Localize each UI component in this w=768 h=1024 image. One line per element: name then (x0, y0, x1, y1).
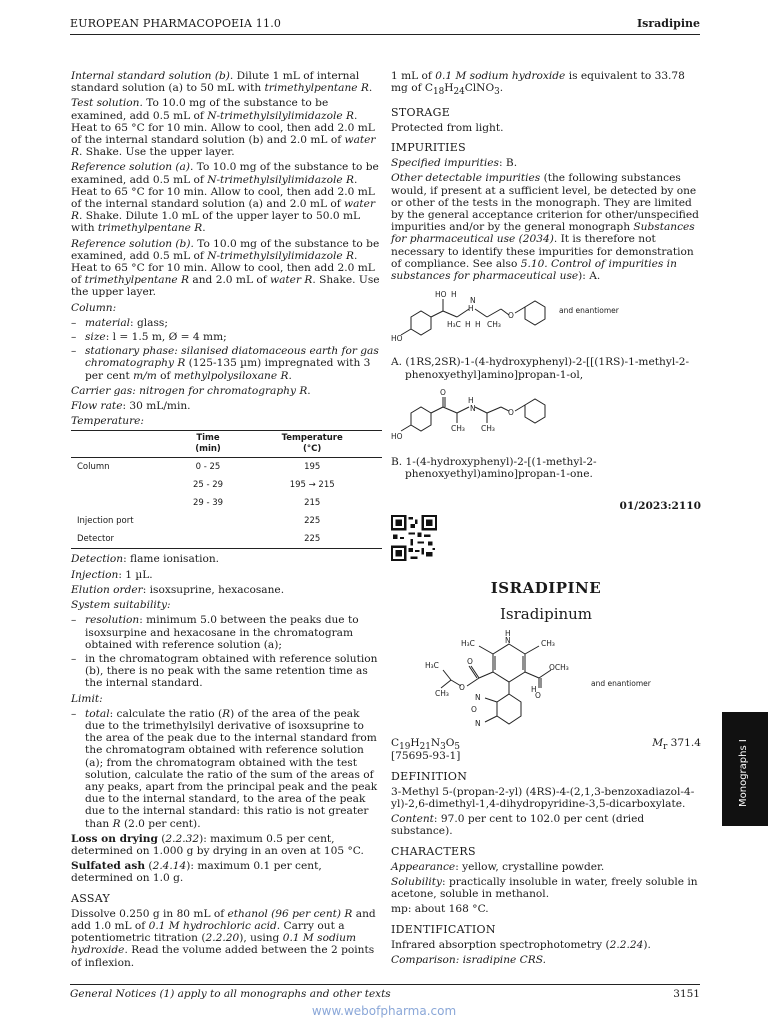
impurity-b-structure (391, 389, 701, 447)
th-time: Time (min) (174, 431, 243, 458)
limit-total: – total: calculate the ratio (R) of the area of the peak due to the trimethylsilyl derivative of isoxsuprine to the area of the peak due to the internal standard from the chromatogram obtained with reference solution (a); from the chromatogram obtained with the test solution, calculate the ratio of the sum of the areas of any peaks, apart from the principal peak and the peak due to the internal standard, to the area of the peak due to the internal standard: this ratio is not greater than R (2.0 per cent). (71, 708, 382, 830)
svg-text:OCH₃: OCH₃ (549, 663, 569, 673)
svg-text:H: H (531, 685, 537, 695)
solubility: Solubility: practically insoluble in water, freely soluble in acetone, soluble in methanol. (391, 876, 698, 901)
isradipine-enantiomer-note: and enantiomer (591, 679, 651, 689)
system-suitability-label: System suitability: (71, 599, 171, 612)
qr-code (391, 515, 437, 561)
page-footer (70, 984, 700, 1000)
impurity-a-enantiomer-note: and enantiomer (559, 306, 619, 316)
reference-solution-b: Reference solution (b). To 10.0 mg of the substance to be examined, add 0.5 mL of N-trimethylsilylimidazole R. Heat to 65 °C for 10 min. Allow to cool, then add 2.0 mL of trimethylpentane R and 2.0 mL of water R. Shake. Use the upper layer. (71, 237, 380, 299)
column-size: – size: l = 1.5 m, Ø = 4 mm; (71, 331, 382, 343)
table-row: 29 - 39 215 (192, 498, 321, 509)
elution-order: Elution order: isoxsuprine, hexacosane. (71, 583, 285, 596)
svg-text:N: N (475, 693, 481, 703)
isradipine-structure (391, 630, 701, 730)
content: Content: 97.0 per cent to 102.0 per cent (dried substance). (391, 813, 645, 838)
svg-text:H: H (505, 630, 511, 639)
svg-text:CH₃: CH₃ (481, 423, 495, 433)
svg-text:CH₃: CH₃ (435, 689, 449, 699)
storage-text: Protected from light. (391, 121, 504, 134)
column-material: – material: glass; (71, 317, 382, 329)
impurity-b-name: B. 1-(4-hydroxyphenyl)-2-[(1-methyl-2-phenoxyethyl)amino]propan-1-one. (391, 455, 597, 481)
table-row: Detector 225 (71, 530, 382, 549)
svg-text:CH₃: CH₃ (541, 639, 555, 649)
impurities-heading: IMPURITIES (391, 140, 466, 154)
table-row: 25 - 29 195 → 215 (192, 480, 335, 491)
svg-text:H: H (465, 320, 471, 330)
svg-text:H: H (475, 320, 481, 330)
right-column (391, 70, 701, 969)
definition-text: 3-Methyl 5-(propan-2-yl) (4RS)-4-(2,1,3-benzoxadiazol-4-yl)-2,6-dimethyl-1,4-dihydropyridine-3,5-dicarboxylate. (391, 785, 695, 810)
monograph-title: ISRADIPINE (490, 578, 602, 597)
temperature-table (71, 430, 382, 549)
formula-row (391, 737, 701, 753)
svg-text:N: N (470, 296, 476, 306)
column-label: Column: (71, 301, 117, 314)
svg-text:H: H (451, 290, 457, 300)
test-solution: Test solution. To 10.0 mg of the substance to be examined, add 0.5 mL of N-trimethylsilylimidazole R. Heat to 65 °C for 10 min. Allow to cool, then add 2.0 mL of the internal standard solution (b) and 2.0 mL of water R. Shake. Use the upper layer. (71, 97, 376, 159)
characters-heading: CHARACTERS (391, 844, 476, 858)
svg-text:HO: HO (391, 431, 403, 441)
injection: Injection: 1 µL. (71, 568, 153, 581)
suitability-resolution: – resolution: minimum 5.0 between the peaks due to isoxsurpine and hexacosane in the chromatogram obtained with reference solution (a); (71, 614, 382, 651)
flow-rate: Flow rate: 30 mL/min. (71, 400, 191, 413)
svg-text:H: H (468, 395, 474, 405)
footer-notice: General Notices (1) apply to all monographs and other texts (70, 988, 391, 1000)
cas-number: [75695-93-1] (391, 750, 461, 763)
monographs-side-tab: Monographs I (722, 712, 768, 826)
svg-text:O: O (535, 691, 541, 701)
svg-text:N: N (505, 636, 511, 646)
limit-label: Limit: (71, 692, 103, 705)
table-row: Injection port 225 (77, 516, 321, 527)
svg-text:O: O (440, 388, 446, 397)
page-header (70, 18, 700, 35)
column-phase: – stationary phase: silanised diatomaceous earth for gas chromatography R (125-135 µm) impregnated with 3 per cent m/m of methylpolysiloxane R. (71, 345, 382, 382)
svg-text:CH₃: CH₃ (451, 423, 465, 433)
svg-text:H₃C: H₃C (447, 320, 461, 330)
relative-molecular-mass: $M_r$ 371.4 (652, 737, 701, 753)
svg-text:O: O (508, 311, 514, 321)
sulfated-ash: Sulfated ash (2.4.14): maximum 0.1 per cent, determined on 1.0 g. (71, 860, 322, 885)
latin-title: Isradipinum (499, 604, 593, 623)
definition-heading: DEFINITION (391, 769, 468, 783)
temperature-label: Temperature: (71, 415, 144, 428)
header-monograph: Isradipine (637, 17, 700, 30)
table-row: Column 0 - 25 195 (77, 462, 321, 473)
carrier-gas: Carrier gas: nitrogen for chromatography R. (71, 384, 311, 397)
svg-text:HO: HO (391, 334, 403, 344)
header-publication: EUROPEAN PHARMACOPOEIA 11.0 (70, 17, 282, 30)
svg-text:H₃C: H₃C (425, 661, 439, 671)
melting-point: mp: about 168 °C. (391, 903, 489, 916)
monograph-number: 01/2023:2110 (619, 500, 701, 513)
identification-heading: IDENTIFICATION (391, 922, 496, 936)
limit-list (71, 708, 382, 830)
svg-text:N: N (475, 719, 481, 729)
detection: Detection: flame ionisation. (71, 553, 220, 566)
other-impurities: Other detectable impurities (the following substances would, if present at a sufficient level, be detected by one or other of the tests in the monograph. They are limited by the general acceptance criterion for other/unspecified impurities and/or by the general monograph Substances for pharmaceutical use (2034). It is therefore not necessary to identify these impurities for demonstration of compliance. See also 5.10. Control of impurities in substances for pharmaceutical use): A. (391, 172, 699, 282)
identification-text: Infrared absorption spectrophotometry (2.2.24). (391, 938, 651, 951)
svg-text:H₃C: H₃C (461, 639, 475, 649)
assay-text: Dissolve 0.250 g in 80 mL of ethanol (96 per cent) R and add 1.0 mL of 0.1 M hydrochloric acid. Carry out a potentiometric titration (2.2.20), using 0.1 M sodium hydroxide. Read the volume added between the 2 points of inflexion. (71, 907, 376, 969)
th-temperature: Temperature (°C) (242, 431, 382, 458)
svg-text:O: O (467, 657, 473, 667)
comparison: Comparison: isradipine CRS. (391, 954, 546, 967)
loss-on-drying: Loss on drying (2.2.32): maximum 0.5 per cent, determined on 1.000 g by drying in an oven at 105 °C. (71, 832, 364, 857)
svg-text:O: O (471, 705, 477, 715)
assay-heading: ASSAY (71, 891, 111, 905)
svg-text:O: O (508, 407, 514, 417)
svg-text:CH₃: CH₃ (487, 320, 501, 330)
suitability-item-2: – in the chromatogram obtained with reference solution (b), there is no peak with the same retention time as the internal standard. (71, 653, 382, 690)
molecular-formula: $C_{19}H_{21}N_3O_5$ (391, 737, 461, 753)
appearance: Appearance: yellow, crystalline powder. (391, 860, 605, 873)
svg-text:HO: HO (435, 290, 447, 300)
impurity-a-name: A. (1RS,2SR)-1-(4-hydroxyphenyl)-2-[[(1RS)-1-methyl-2-phenoxyethyl]amino]propan-1-ol, (391, 356, 690, 381)
page-number: 3151 (673, 988, 700, 1000)
specified-impurities: Specified impurities: B. (391, 157, 518, 170)
impurity-a-structure (391, 289, 701, 347)
svg-text:O: O (459, 683, 465, 693)
storage-heading: STORAGE (391, 105, 451, 119)
internal-standard-b: Internal standard solution (b). Dilute 1 mL of internal standard solution (a) to 50 mL with trimethylpentane R. (71, 70, 373, 95)
watermark-link[interactable]: www.webofpharma.com (311, 1004, 457, 1018)
column-list (71, 317, 382, 382)
svg-text:N: N (470, 403, 476, 413)
assay-equivalence: 1 mL of 0.1 M sodium hydroxide is equivalent to 33.78 mg of $C_{18}H_{24}ClNO_3$. (391, 70, 685, 98)
suitability-list (71, 614, 382, 689)
left-column (71, 70, 382, 972)
reference-solution-a: Reference solution (a). To 10.0 mg of the substance to be examined, add 0.5 mL of N-trimethylsilylimidazole R. Heat to 65 °C for 10 min. Allow to cool, then add 2.0 mL of the internal standard solution (a) and 2.0 mL of water R. Shake. Dilute 1.0 mL of the upper layer to 50.0 mL with trimethylpentane R. (71, 161, 379, 235)
svg-text:H: H (468, 304, 474, 314)
